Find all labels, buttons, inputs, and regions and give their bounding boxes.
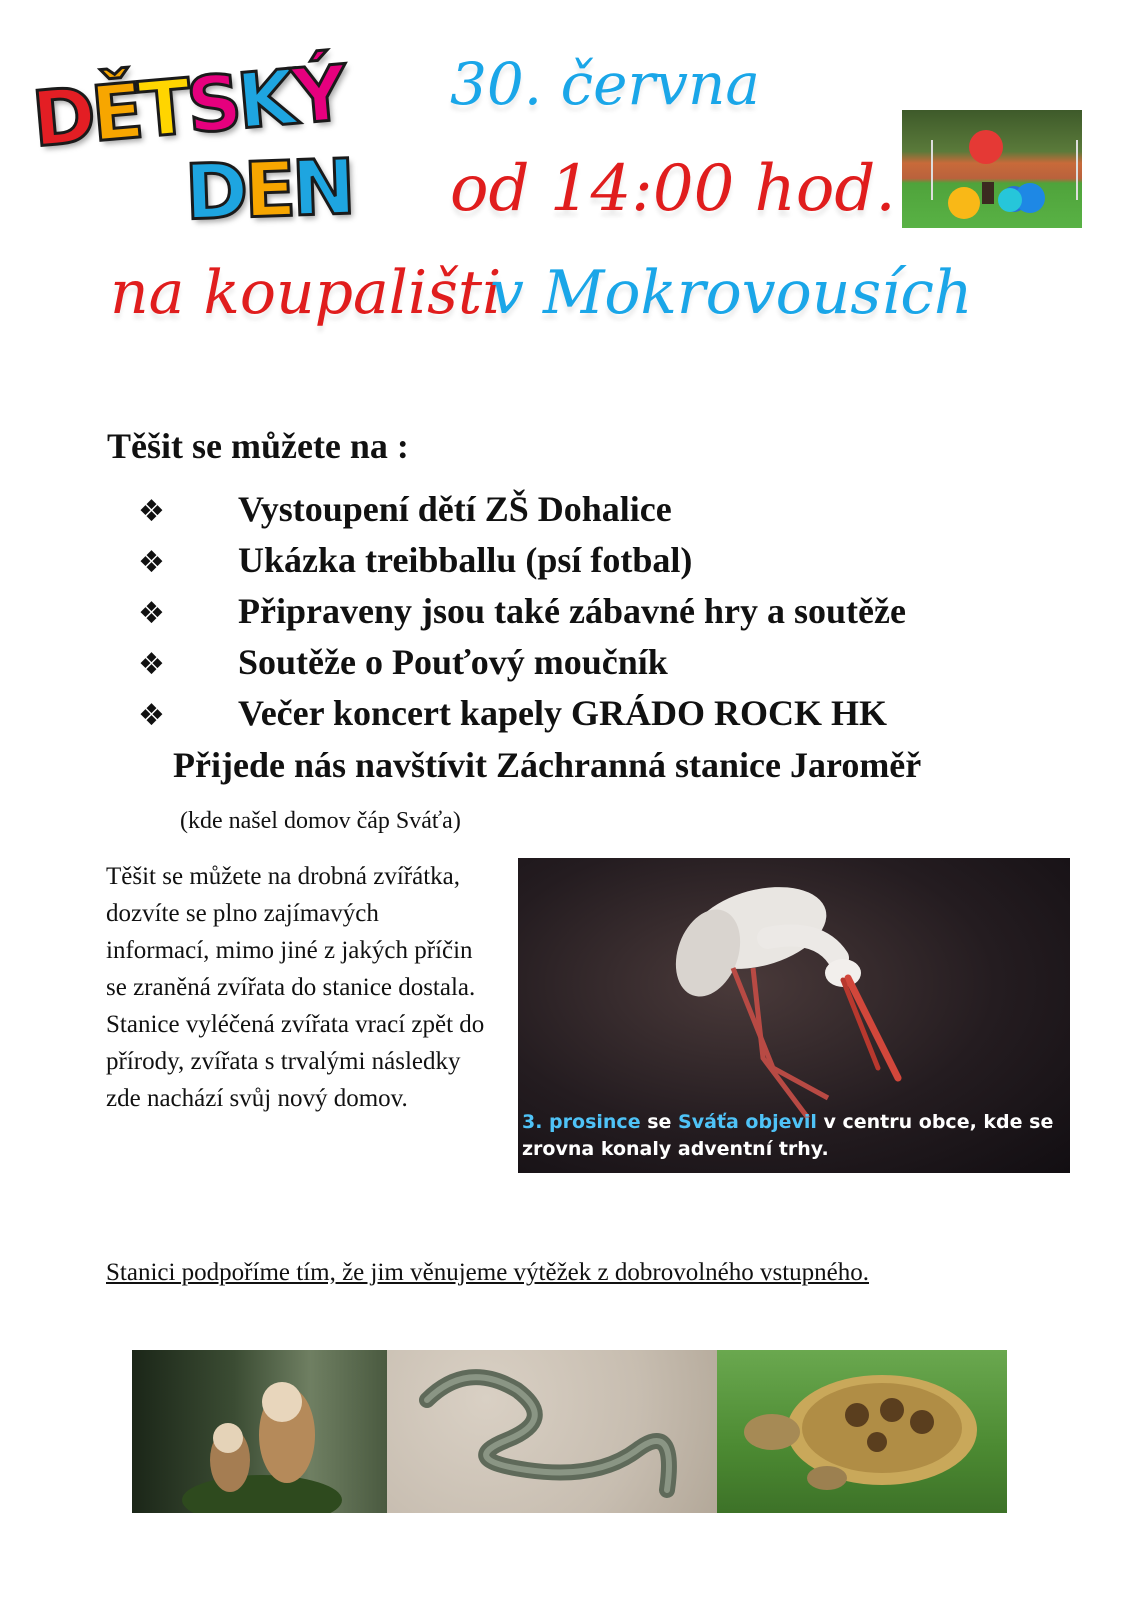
- four-diamond-bullet-icon: ❖: [138, 698, 165, 733]
- rescue-station-line: Přijede nás navštívit Záchranná stanice Jaroměř: [173, 745, 922, 785]
- program-heading: Těšit se můžete na :: [107, 426, 409, 466]
- caption-date: 3. prosince: [522, 1111, 641, 1133]
- list-item-text: Soutěže o Pouťový moučník: [238, 642, 668, 682]
- four-diamond-bullet-icon: ❖: [138, 545, 165, 580]
- detsky-den-logo: [28, 40, 430, 237]
- list-item-text: Večer koncert kapely GRÁDO ROCK HK: [238, 693, 887, 733]
- caption-highlight: Sváťa objevil: [678, 1111, 817, 1133]
- logo-line2: [183, 142, 354, 237]
- caption-text: v centru obce, kde se zrovna konaly adventní trhy.: [522, 1111, 1054, 1160]
- support-note: Stanici podpoříme tím, že jim věnujeme výtěžek z dobrovolného vstupného.: [106, 1259, 870, 1286]
- list-item-text: Vystoupení dětí ZŠ Dohalice: [238, 489, 672, 529]
- list-item-text: Připraveny jsou také zábavné hry a soutěže: [238, 591, 906, 631]
- snake-photo: [387, 1350, 717, 1513]
- logo-letter: E: [242, 144, 294, 235]
- list-item-text: Ukázka treibballu (psí fotbal): [238, 540, 693, 580]
- caption-text: se: [640, 1111, 679, 1133]
- event-place-part2: v Mokrovousích: [490, 258, 973, 328]
- four-diamond-bullet-icon: ❖: [138, 596, 165, 631]
- treibball-photo: [902, 110, 1082, 228]
- list-item: [138, 590, 906, 641]
- logo-letter: D: [28, 70, 96, 164]
- list-item: [138, 488, 906, 539]
- event-date: 30. června: [450, 50, 760, 118]
- logo-letter: D: [183, 145, 246, 237]
- logo-letter: N: [290, 142, 354, 234]
- rescue-station-note: (kde našel domov čáp Sváťa): [180, 808, 461, 834]
- owl-illustration: [132, 1350, 387, 1513]
- program-list: [138, 488, 906, 743]
- logo-letter: S: [183, 57, 242, 151]
- snake-illustration: [387, 1350, 717, 1513]
- logo-letter: T: [135, 61, 191, 155]
- list-item: [138, 539, 906, 590]
- list-item: [138, 692, 906, 743]
- event-time: od 14:00 hod.: [450, 152, 896, 226]
- owl-photo: [132, 1350, 387, 1513]
- info-paragraph: Těšit se můžete na drobná zvířátka, dozvíte se plno zajímavých informací, mimo jiné z jakých příčin se zraněná zvířata do stanice dostala. Stanice vyléčená zvířata vrací zpět do přírody, zvířata s trvalými následky zde nachází svůj nový domov.: [106, 863, 485, 1112]
- stork-photo-caption: [522, 1109, 1062, 1163]
- logo-letter: Ě: [87, 65, 144, 159]
- logo-letter: Ý: [288, 48, 347, 142]
- logo-letter: K: [233, 52, 297, 147]
- list-item: [138, 641, 906, 692]
- turtle-photo: [717, 1350, 1007, 1513]
- turtle-illustration: [717, 1350, 1007, 1513]
- logo-line1: [28, 48, 347, 164]
- four-diamond-bullet-icon: ❖: [138, 494, 165, 529]
- event-place-part1: na koupališti: [110, 258, 502, 328]
- four-diamond-bullet-icon: ❖: [138, 647, 165, 682]
- stork-photo: [518, 858, 1070, 1173]
- treibball-illustration: [902, 110, 1082, 228]
